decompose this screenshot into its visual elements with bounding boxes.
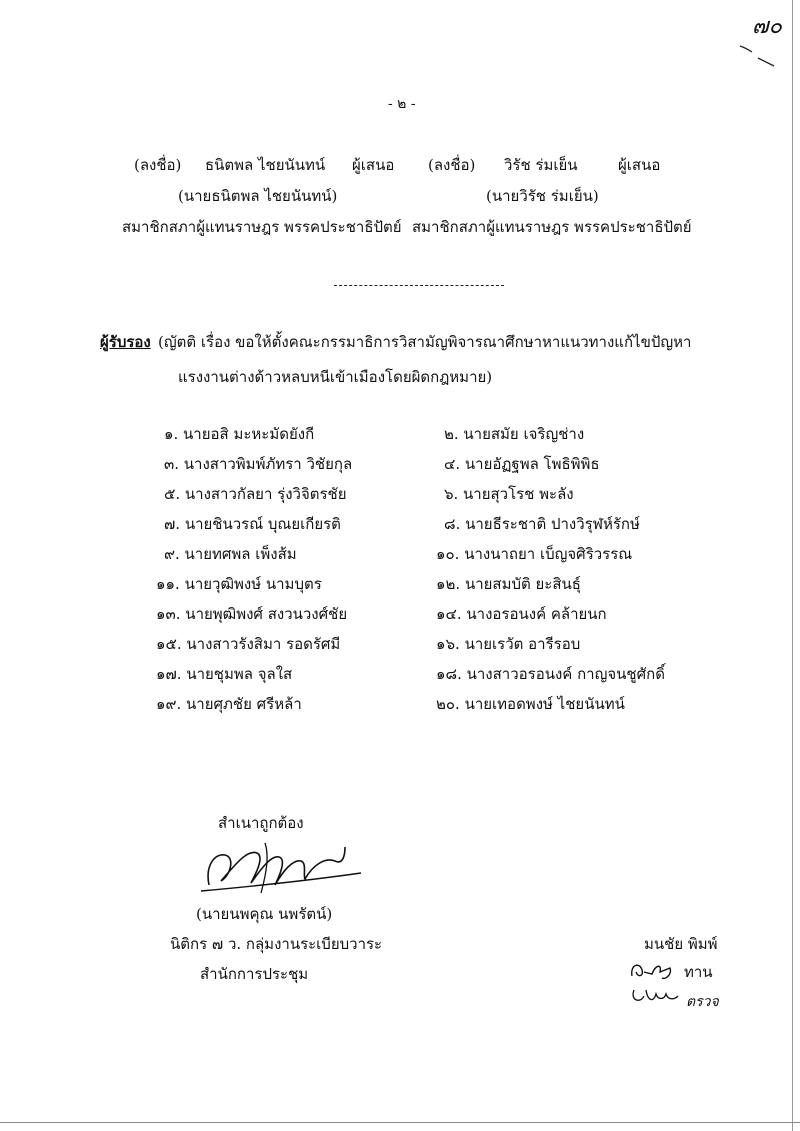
right-signatory-position: สมาชิกสภาผู้แทนราษฎร พรรคประชาธิปัตย์ [412, 218, 692, 236]
list-item: ๓. นางสาวพิมพ์ภัทรา วิชัยกุล [164, 455, 353, 473]
list-item: ๔. นายอัฏฐพล โพธิพิพิธ [444, 455, 600, 473]
checked-by: ตรวจ [686, 994, 719, 1010]
endorsers-subject-line-1: (ญัตติ เรื่อง ขอให้ตั้งคณะกรรมาธิการวิสามัญพิจารณาศึกษาหาแนวทางแก้ไขปัญหา [158, 333, 692, 351]
list-item: ๑๑. นายวุฒิพงษ์ นามบุตร [156, 575, 322, 593]
handwritten-mark-icon [738, 42, 778, 72]
list-item: ๒. นายสมัย เจริญช่าง [444, 425, 585, 443]
list-item: ๕. นางสาวกัลยา รุ่งวิจิตรชัย [164, 485, 347, 503]
list-item: ๙. นายทศพล เพ็งส้ม [164, 545, 297, 563]
left-signatory-role: ผู้เสนอ [352, 156, 395, 174]
list-item: ๑๐. นางนาถยา เบ็ญจศิริวรรณ [436, 545, 633, 563]
handwritten-page-number: ๗๐ [752, 14, 782, 39]
list-item: ๑๗. นายชุมพล จุลใส [156, 665, 293, 683]
reader-initials-icon [626, 958, 678, 982]
list-item: ๑๕. นางสาวรังสิมา รอดรัศมี [156, 635, 341, 653]
list-item: ๑๔. นางอรอนงค์ คล้ายนก [436, 605, 607, 623]
typed-by: มนชัย พิมพ์ [644, 935, 718, 953]
checker-initials-icon [628, 982, 686, 1008]
section-divider [334, 285, 504, 286]
left-sign-prefix: (ลงชื่อ) [134, 156, 182, 174]
list-item: ๖. นายสุวโรช พะลัง [444, 485, 574, 503]
page-edge-bottom [0, 1122, 800, 1123]
left-signatory-position: สมาชิกสภาผู้แทนราษฎร พรรคประชาธิปัตย์ [122, 218, 402, 236]
right-signatory-role: ผู้เสนอ [618, 156, 661, 174]
list-item: ๑๓. นายพุฒิพงศ์ สงวนวงศ์ชัย [156, 605, 348, 623]
list-item: ๑. นายอสิ มะหะมัดยังกี [164, 425, 315, 443]
list-item: ๒๐. นายเทอดพงษ์ ไชยนันทน์ [436, 695, 625, 713]
list-item: ๑๙. นายศุภชัย ศรีหล้า [156, 695, 302, 713]
certification-title: สำเนาถูกต้อง [218, 814, 304, 832]
list-item: ๑๘. นางสาวอรอนงค์ กาญจนชูศักดิ์ [436, 665, 665, 683]
right-signatory-name: วิรัช ร่มเย็น [504, 156, 578, 174]
left-signatory-name: ธนิตพล ไชยนันทน์ [205, 156, 326, 174]
page-edge-right [792, 0, 793, 1131]
endorsers-subject-line-2: แรงงานต่างด้าวหลบหนีเข้าเมืองโดยผิดกฎหมาย) [178, 368, 493, 386]
list-item: ๑๒. นายสมบัติ ยะสินธุ์ [436, 575, 581, 593]
page-number: - ๒ - [388, 96, 416, 112]
right-sign-prefix: (ลงชื่อ) [428, 156, 476, 174]
list-item: ๗. นายชินวรณ์ บุณยเกียรติ [164, 515, 341, 533]
certifier-name: (นายนพคุณ นพรัตน์) [196, 905, 333, 923]
left-signatory-full-name: (นายธนิตพล ไชยนันทน์) [178, 187, 338, 205]
list-item: ๑๖. นายเรวัต อารีรอบ [436, 635, 581, 653]
certifier-office: สำนักการประชุม [200, 965, 309, 983]
list-item: ๘. นายธีระชาติ ปางวิรุฬห์รักษ์ [444, 515, 640, 533]
certifier-position: นิติกร ๗ ว. กลุ่มงานระเบียบวาระ [170, 935, 383, 953]
right-signatory-full-name: (นายวิรัช ร่มเย็น) [486, 187, 599, 205]
certification-signature-icon [195, 835, 365, 897]
read-by: ทาน [684, 963, 713, 981]
endorsers-label: ผู้รับรอง [100, 333, 151, 351]
